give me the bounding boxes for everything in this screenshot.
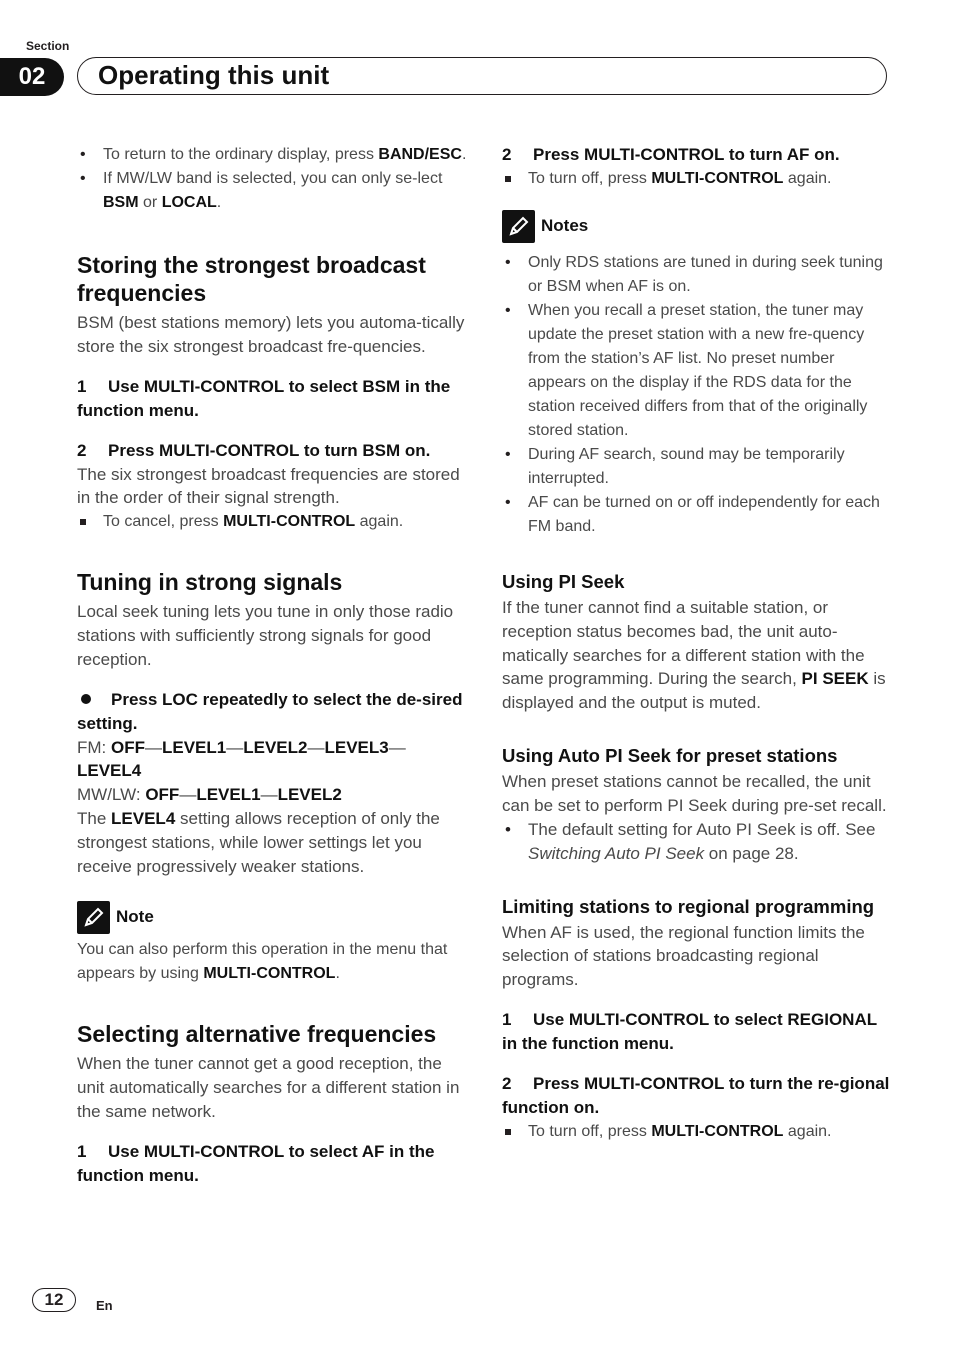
pi-seek-heading: Using PI Seek (502, 571, 625, 592)
list-item: To turn off, press MULTI-CONTROL again. (502, 1120, 892, 1144)
storing-step-1: 1 Use MULTI-CONTROL to select BSM in the function menu. (77, 376, 451, 420)
list-item: • If MW/LW band is selected, you can only se-lect BSM or LOCAL. (77, 167, 467, 215)
storing-step-2-body: The six strongest broadcast frequencies are stored in the order of their signal strength. (77, 464, 460, 508)
tuning-heading: Tuning in strong signals (77, 569, 343, 596)
notes-header (502, 209, 892, 243)
left-column (77, 143, 467, 1188)
title-bar (77, 57, 887, 95)
note-header (77, 900, 467, 934)
note-pencil-icon (502, 210, 535, 243)
storing-step-2: 2 Press MULTI-CONTROL to turn BSM on. (77, 440, 431, 460)
af-step-2: 2 Press MULTI-CONTROL to turn AF on. (502, 145, 840, 164)
regional-off-list (502, 1120, 892, 1144)
alt-freq-step-1: 1 Use MULTI-CONTROL to select AF in the function menu. (77, 1141, 435, 1185)
alt-freq-heading: Selecting alternative frequencies (77, 1021, 437, 1048)
list-item: • AF can be turned on or off independently for each FM band. (502, 491, 892, 539)
tuning-step: Press LOC repeatedly to select the de-sired setting. (77, 689, 463, 733)
storing-cancel-list (77, 510, 467, 534)
list-item: • When you recall a preset station, the tuner may update the preset station with a new fre-quency from the station’s AF list. No preset number appears on the display if the RDS data for the station received differs from that of the originally stored station. (502, 299, 892, 443)
storing-body: BSM (best stations memory) lets you automa-tically store the six strongest broadcast fre-quencies. (77, 313, 465, 356)
tuning-body: Local seek tuning lets you tune in only those radio stations with sufficiently strong signals for good reception. (77, 602, 454, 669)
section-label: Section (26, 39, 70, 53)
page-number: 12 (32, 1288, 76, 1312)
note-text: You can also perform this operation in the menu that appears by using MULTI-CONTROL. (77, 941, 448, 983)
list-item: To turn off, press MULTI-CONTROL again. (502, 167, 892, 191)
notes-list (502, 251, 892, 539)
regional-step-1: 1 Use MULTI-CONTROL to select REGIONAL in the function menu. (502, 1009, 877, 1053)
list-item: To cancel, press MULTI-CONTROL again. (77, 510, 467, 534)
storing-heading: Storing the strongest broadcast frequencies (77, 252, 426, 306)
regional-heading: Limiting stations to regional programming (502, 895, 875, 917)
intro-bullet-list (77, 143, 467, 215)
regional-body: When AF is used, the regional function limits the selection of stations broadcasting regional programs. (502, 922, 865, 990)
notes-label: Notes (541, 216, 589, 235)
af-off-list (502, 167, 892, 191)
alt-freq-body: When the tuner cannot get a good reception, the unit automatically searches for a different station in the same network. (77, 1054, 460, 1121)
pi-seek-body: If the tuner cannot find a suitable station, or reception status becomes bad, the unit auto-matically searches for a different station with the same programming. During the search, PI SEEK is displayed and the output is muted. (502, 598, 886, 713)
list-item: • To return to the ordinary display, press BAND/ESC. (77, 143, 467, 167)
cross-reference: Switching Auto PI Seek (528, 843, 705, 863)
list-item: • Only RDS stations are tuned in during seek tuning or BSM when AF is on. (502, 251, 892, 299)
right-column (502, 143, 892, 1144)
list-item: • The default setting for Auto PI Seek is off. See Switching Auto PI Seek on page 28. (502, 818, 892, 866)
tuning-mwlw-levels: MW/LW: OFF—LEVEL1—LEVEL2 (77, 785, 342, 805)
auto-pi-body: When preset stations cannot be recalled, the unit can be set to perform PI Seek during pre-set recall. (502, 771, 887, 815)
section-number-badge: 02 (0, 58, 64, 96)
tuning-level4-text: The LEVEL4 setting allows reception of only the strongest stations, while lower settings let you receive progressively weaker stations. (77, 808, 440, 876)
tuning-fm-levels: FM: OFF—LEVEL1—LEVEL2—LEVEL3— LEVEL4 (77, 737, 406, 781)
regional-step-2: 2 Press MULTI-CONTROL to turn the re-gional function on. (502, 1073, 890, 1117)
page-title: Operating this unit (98, 60, 330, 90)
auto-pi-heading: Using Auto PI Seek for preset stations (502, 744, 838, 766)
list-item: • During AF search, sound may be temporarily interrupted. (502, 443, 892, 491)
language-label: En (96, 1298, 113, 1313)
auto-pi-list (502, 818, 892, 866)
bullet-dot-icon (81, 694, 91, 704)
note-pencil-icon (77, 901, 110, 934)
note-label: Note (116, 907, 154, 927)
